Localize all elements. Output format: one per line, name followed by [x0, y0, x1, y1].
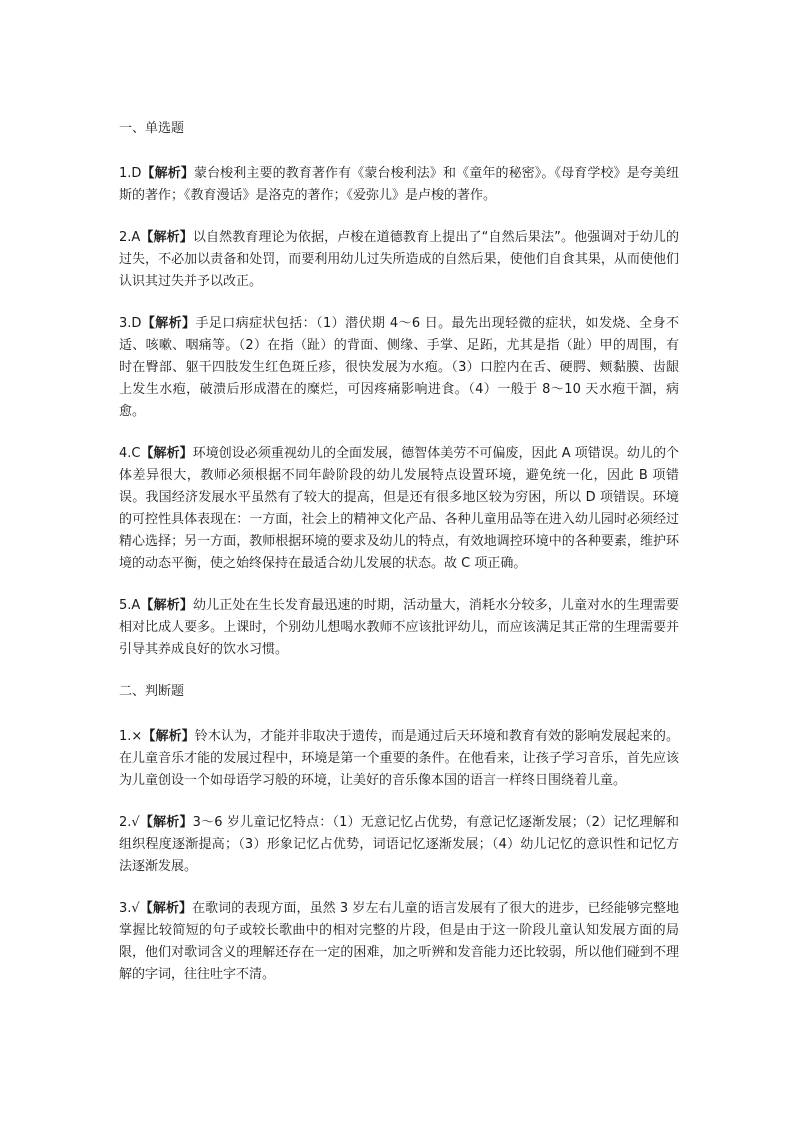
answer-item — [119, 313, 679, 423]
answer-item — [119, 726, 679, 792]
analysis-tag: 【解析】 — [142, 729, 195, 744]
analysis-tag: 【解析】 — [140, 446, 193, 461]
section-heading-true-false: 二、判断题 — [119, 684, 185, 699]
analysis-tag: 【解析】 — [141, 316, 196, 331]
answer-item — [119, 227, 679, 293]
answer-item — [119, 898, 679, 986]
answer-text: 环境创设必须重视幼儿的全面发展，德智体美劳不可偏废，因此 A 项错误。幼儿的个体差异很大，教师必须根据不同年龄阶段的幼儿发展特点设置环境，避免统一化，因此 B 项错误。我国经济发展水平虽然有了较大的提高，但是还有很多地区较为穷困，所以 D 项错误。环境的可控性具体表现在：一方面，社会上的精神文化产品、各种儿童用品等在进入幼儿园时必须经过精心选择；另一方面，教师根据环境的要求及幼儿的特点，有效地调控环境中的各种要素，维护环境的动态平衡，使之始终保持在最适合幼儿发展的状态。故 C 项正确。 — [119, 446, 679, 571]
answer-number: 2.A — [119, 230, 141, 245]
answer-number: 4.C — [119, 446, 141, 461]
answer-text: 手足口病症状包括：（1）潜伏期 4～6 日。最先出现轻微的症状，如发烧、全身不适、咳嗽、咽痛等。（2）在指（趾）的背面、侧缘、手掌、足跖，尤其是指（趾）甲的周围，有时在臀部、躯干四肢发生红色斑丘疹，很快发展为水疱。（3）口腔内在舌、硬腭、颊黏膜、齿龈上发生水疱，破溃后形成潜在的糜烂，可因疼痛影响进食。（4）一般于 8～10 天水疱干涸，病愈。 — [119, 316, 679, 419]
answer-item — [119, 595, 679, 661]
answer-text: 以自然教育理论为依据，卢梭在道德教育上提出了“自然后果法”。他强调对于幼儿的过失，不必加以责备和处罚，而要利用幼儿过失所造成的自然后果，使他们自食其果，从而使他们认识其过失并予以改正。 — [119, 230, 679, 289]
answer-number: 5.A — [119, 598, 141, 613]
answer-number: 3.D — [119, 316, 142, 331]
section-heading-single-choice: 一、单选题 — [119, 121, 185, 136]
analysis-tag: 【解析】 — [140, 598, 193, 613]
analysis-tag: 【解析】 — [140, 230, 193, 245]
answer-text: 3～6 岁儿童记忆特点：（1）无意记忆占优势，有意记忆逐渐发展；（2）记忆理解和组织程度逐渐提高；（3）形象记忆占优势，词语记忆逐渐发展；（4）幼儿记忆的意识性和记忆方法逐渐发展。 — [119, 815, 679, 874]
answer-number: 3.√ — [119, 901, 140, 916]
answer-number: 1.D — [119, 166, 142, 181]
answer-number: 1.× — [119, 729, 143, 744]
answer-number: 2.√ — [119, 815, 140, 830]
answer-item — [119, 443, 679, 575]
answer-text: 蒙台梭利主要的教育著作有《蒙台梭利法》和《童年的秘密》。《母育学校》是夸美纽斯的著作；《教育漫话》是洛克的著作；《爱弥儿》是卢梭的著作。 — [119, 166, 679, 203]
answer-item — [119, 163, 679, 207]
answer-item — [119, 812, 679, 878]
answer-text: 幼儿正处在生长发育最迅速的时期，活动量大，消耗水分较多，儿童对水的生理需要相对比成人要多。上课时，个别幼儿想喝水教师不应该批评幼儿，而应该满足其正常的生理需要并引导其养成良好的饮水习惯。 — [119, 598, 679, 657]
analysis-tag: 【解析】 — [139, 901, 193, 916]
answer-document — [119, 118, 679, 1006]
answer-text: 铃木认为，才能并非取决于遗传，而是通过后天环境和教育有效的影响发展起来的。在儿童音乐才能的发展过程中，环境是第一个重要的条件。在他看来，让孩子学习音乐，首先应该为儿童创设一个如母语学习般的环境，让美好的音乐像本国的语言一样终日围绕着儿童。 — [119, 729, 679, 788]
answer-text: 在歌词的表现方面，虽然 3 岁左右儿童的语言发展有了很大的进步，已经能够完整地掌握比较简短的句子或较长歌曲中的相对完整的片段，但是由于这一阶段儿童认知发展方面的局限，他们对歌词含义的理解还存在一定的困难，加之听辨和发音能力还比较弱，所以他们碰到不理解的字词，往往吐字不清。 — [119, 901, 679, 982]
analysis-tag: 【解析】 — [141, 166, 194, 181]
analysis-tag: 【解析】 — [139, 815, 193, 830]
